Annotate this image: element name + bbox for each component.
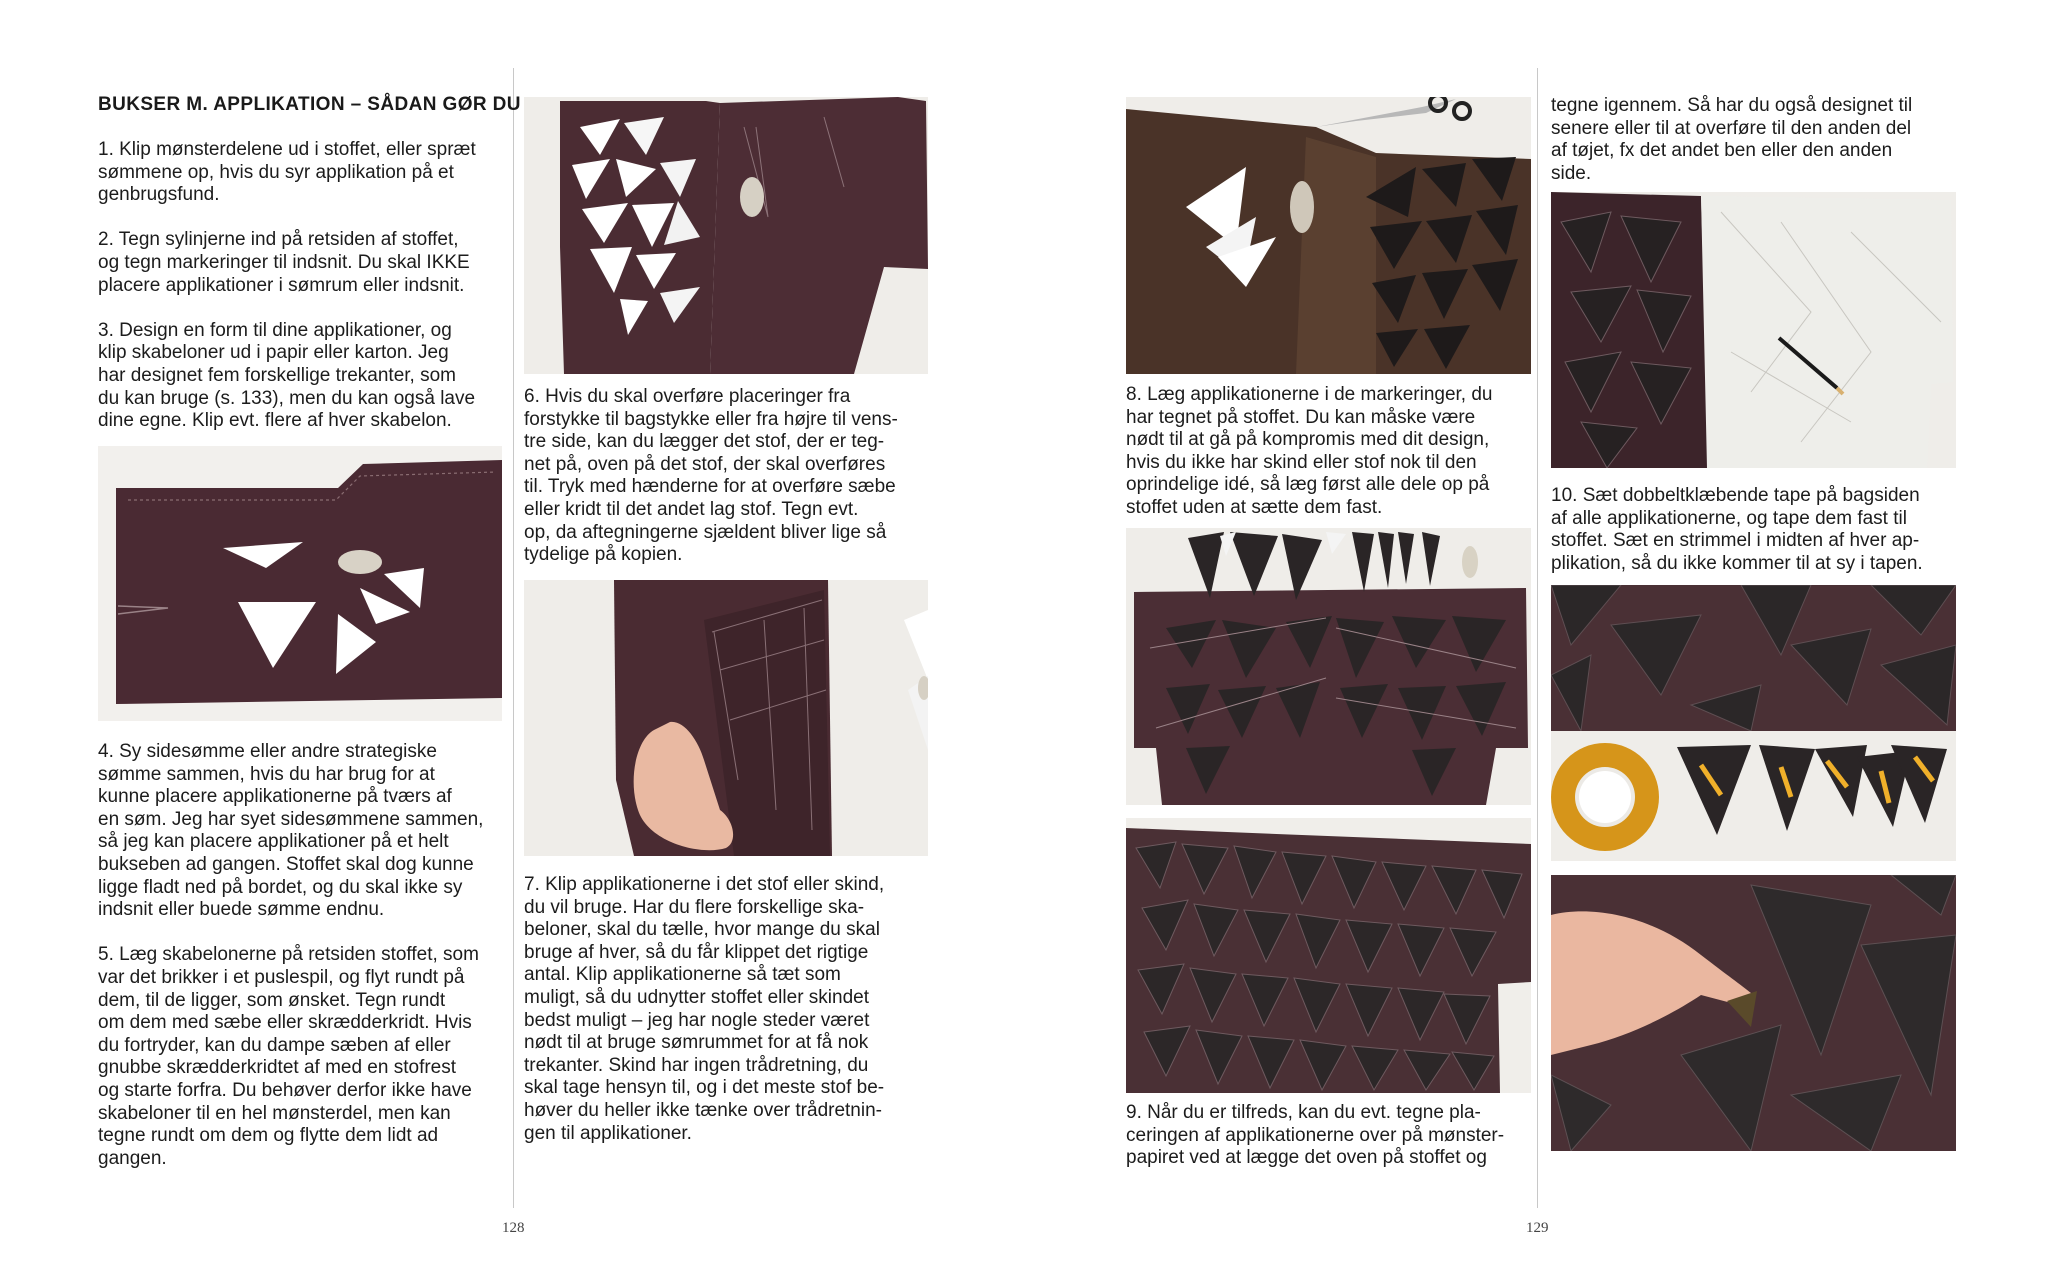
photo-pattern-paper-transfer xyxy=(1551,192,1956,468)
steps-4-5-text: 4. Sy sidesømme eller andre strategiske sømme sammen, hvis du har brug for at kunne placere applikationerne på tværs af en søm. Jeg har syet sidesømmene sammen, så jeg kan placere applikationer på et helt bukseben ad gangen. Stoffet skal dog kunne ligge fladt ned på bordet, og du skal ikke sy indsnit eller buede sømme endnu. 5. Læg skabelonerne på retsiden stoffet, som var det brikker i et puslespil, og flyt rundt på dem, til de ligger, som ønsket. Tegn rundt om dem med sæbe eller skrædderkridt. Hvis du fortryder, kan du dampe sæben af eller gnubbe skrædderkridtet af med en stofrest og starte forfra. Du behøver derfor ikke have skabeloner til en hel mønsterdel, men kan tegne rundt om dem og flytte dem lidt ad gangen. xyxy=(98,741,484,1169)
photo-hand-peeling-tape xyxy=(1551,875,1956,1151)
photo-applications-placed xyxy=(1126,97,1531,374)
steps-1-3-text: 1. Klip mønsterdelene ud i stoffet, eller spræt sømmene op, hvis du syr applikation på et genbrugsfund. 2. Tegn sylinjerne ind på retsiden af stoffet, og tegn markeringer til indsnit. Du skal IKKE placere applikationer i sømrum eller indsnit. 3. Design en form til dine applikationer, og klip skabeloner ud i papir eller karton. Jeg har designet fem forskellige trekanter, som du kan bruge (s. 133), men du kan også lave dine egne. Klip evt. flere af hver skabelon. xyxy=(98,139,476,432)
photo-leather-triangles-layout xyxy=(1126,528,1531,805)
section-heading: BUKSER M. APPLIKATION – SÅDAN GØR DU xyxy=(98,94,521,115)
column-rule-right xyxy=(1537,68,1538,1208)
step-9-continued-text: tegne igennem. Så har du også designet til senere eller til at overføre til den anden del af tøjet, fx det andet ben eller den anden side. xyxy=(1551,95,1913,184)
photo-transfer-placement xyxy=(524,97,928,374)
column-rule-left xyxy=(513,68,514,1208)
step-6-text: 6. Hvis du skal overføre placeringer fra forstykke til bagstykke eller fra højre til vens- tre side, kan du lægger det stof, der er teg- net på, oven på det stof, der skal overføres til. Tryk med hænderne for at overføre sæbe eller kridt til det andet lag stof. Tegn evt. op, da aftegningerne sjældent bliver lige så tydelige på kopien. xyxy=(524,386,898,566)
page-number-right: 129 xyxy=(1526,1220,1549,1236)
step-9-text: 9. Når du er tilfreds, kan du evt. tegne pla- ceringen af applikationerne over på mønster- papiret ved at lægge det oven på stoffet og xyxy=(1126,1102,1505,1169)
photo-templates-on-fabric xyxy=(98,446,502,721)
step-10-text: 10. Sæt dobbeltklæbende tape på bagsiden af alle applikationerne, og tape dem fast til stoffet. Sæt en strimmel i midten af hver ap- plikation, så du ikke kommer til at sy i tapen. xyxy=(1551,485,1923,574)
photo-hand-pressing-fabric xyxy=(524,580,928,856)
step-8-text: 8. Læg applikationerne i de markeringer, du har tegnet på stoffet. Du kan måske være nødt til at gå på kompromis med dit design, hvis du ikke har skind eller stof nok til den oprindelige idé, så læg først alle dele op på stoffet uden at sætte dem fast. xyxy=(1126,384,1493,518)
page-number-left: 128 xyxy=(502,1220,525,1236)
photo-leather-on-fabric xyxy=(1551,585,1956,731)
photo-double-sided-tape xyxy=(1551,731,1956,861)
photo-full-coverage-layout xyxy=(1126,818,1531,1093)
step-7-text: 7. Klip applikationerne i det stof eller skind, du vil bruge. Har du flere forskellige ska- beloner, skal du tælle, hvor mange du skal bruge af hver, så du får klippet det rigtige antal. Klip applikationerne så tæt som muligt, så du udnytter stoffet eller skindet bedst muligt – jeg har nogle steder været nødt til at bruge sømrummet for at få nok trekanter. Skind har ingen trådretning, du skal tage hensyn til, og i det meste stof be- høver du heller ikke tænke over trådretnin- gen til applikationer. xyxy=(524,874,885,1144)
